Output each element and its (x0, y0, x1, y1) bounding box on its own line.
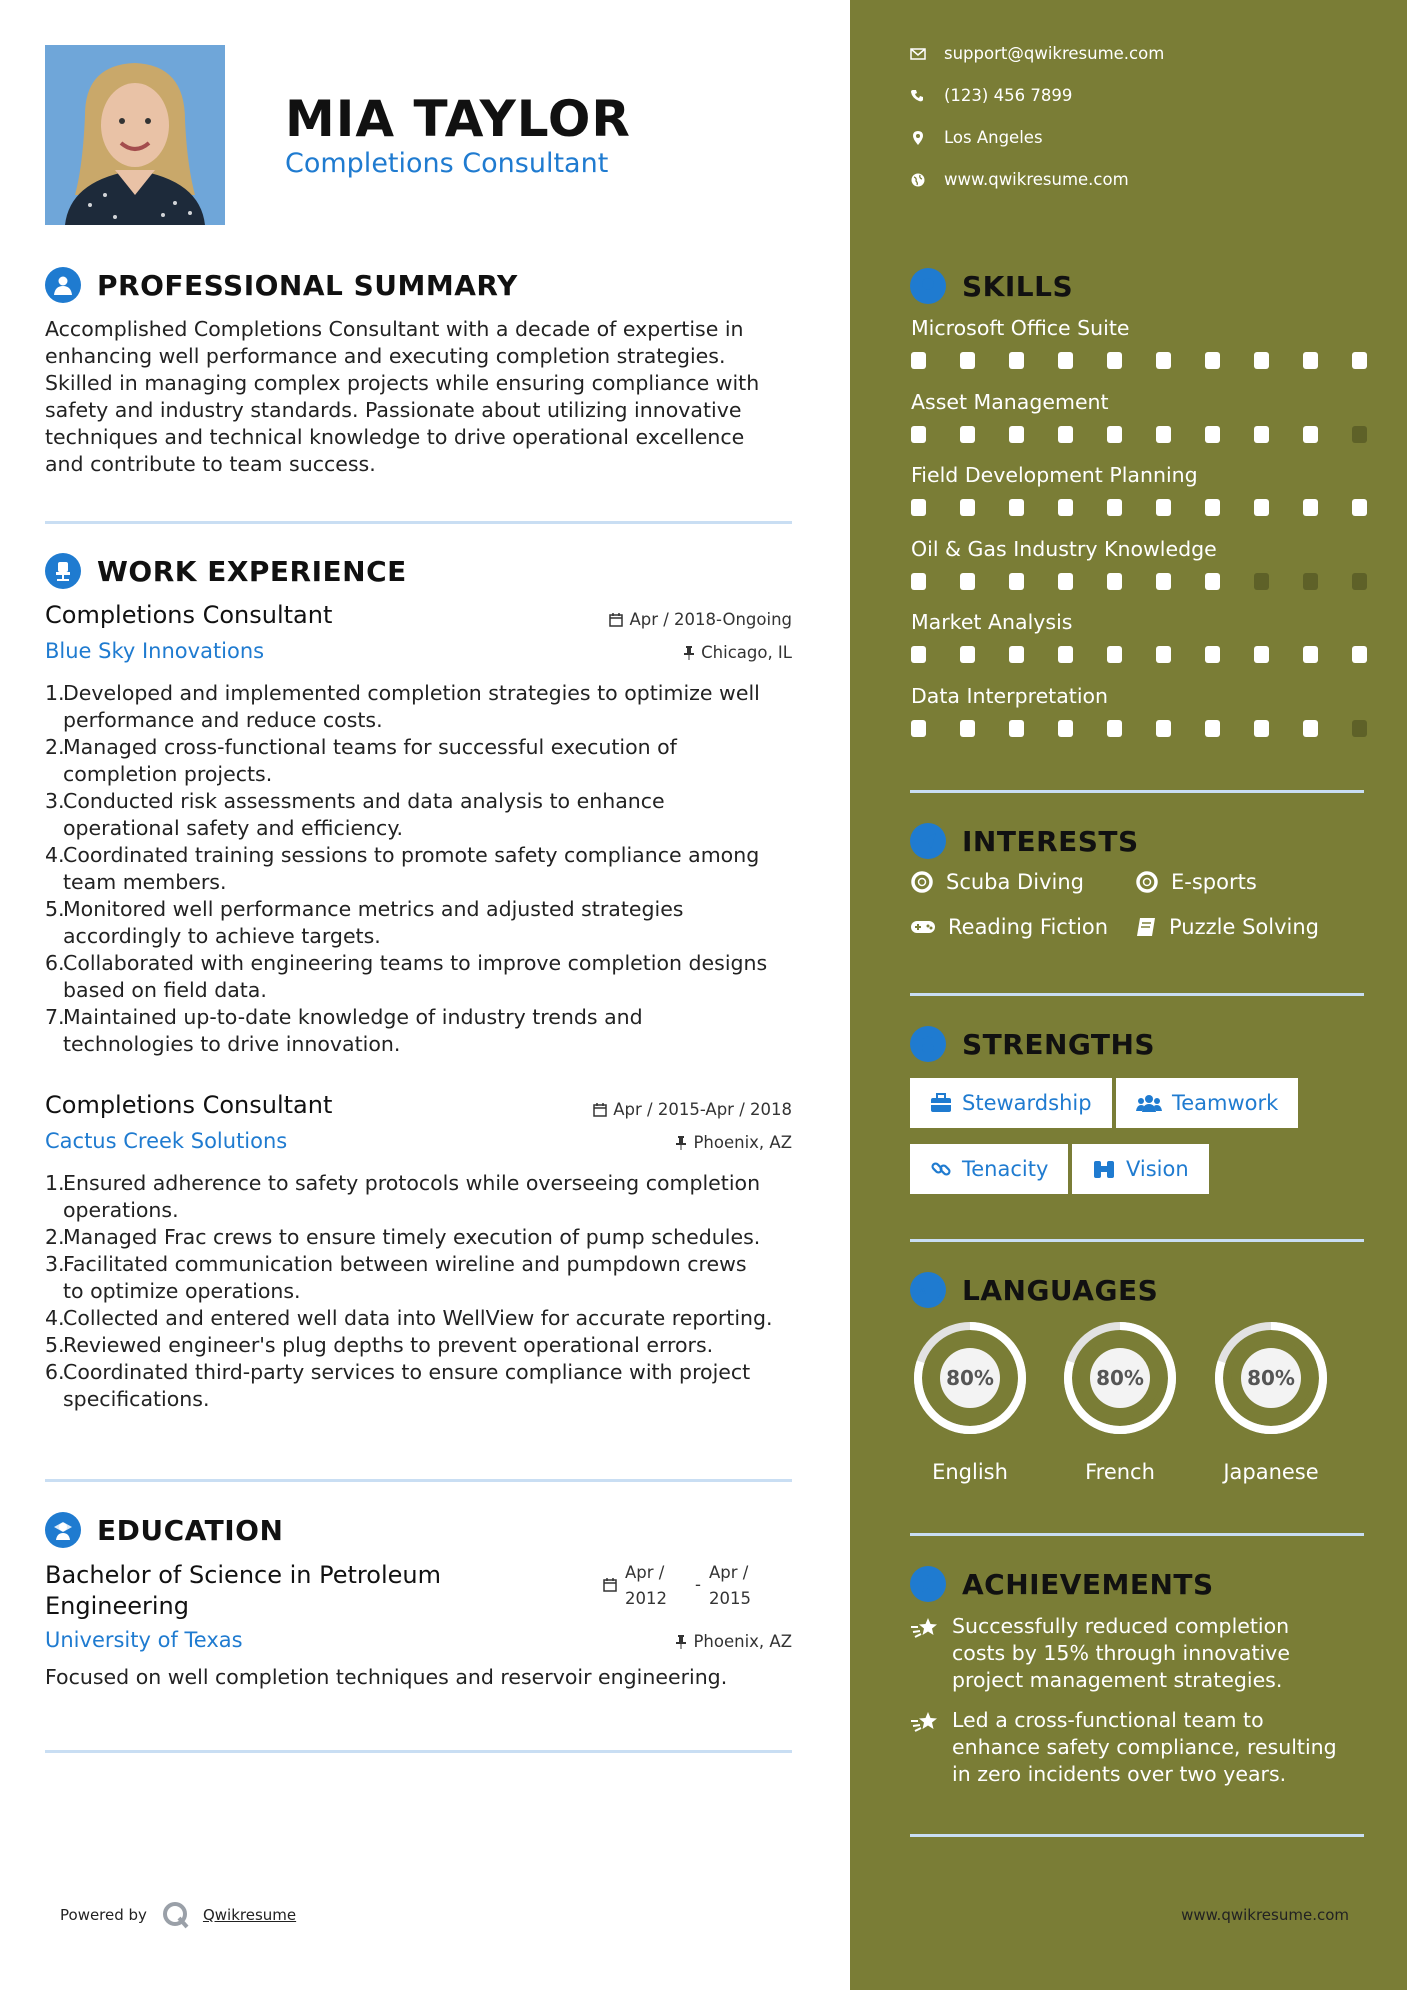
contact-website-text: www.qwikresume.com (944, 170, 1129, 189)
skill-dot (1352, 426, 1367, 443)
contact-email[interactable] (910, 44, 1164, 63)
pin-icon (675, 1136, 687, 1150)
graduation-cap-icon (45, 1512, 81, 1548)
skill-level-dots (911, 720, 1367, 737)
lifebuoy-icon (910, 870, 934, 894)
job-location-text: Phoenix, AZ (693, 1133, 792, 1152)
edu-date-dash: - (695, 1575, 701, 1594)
skill-dot (1205, 499, 1220, 516)
skill-dot (1009, 720, 1024, 737)
skill-dot (1009, 499, 1024, 516)
briefcase-icon (930, 1093, 952, 1113)
skill-dot (911, 426, 926, 443)
edu-end-month: Apr / (709, 1563, 749, 1582)
achievements-heading (910, 1566, 1214, 1602)
shooting-star-icon (910, 1615, 940, 1641)
summary-line: Skilled in managing complex projects while ensuring compliance with (45, 371, 760, 395)
skill-dot (960, 646, 975, 663)
gamepad-icon (910, 918, 936, 936)
lightbulb-icon (910, 268, 946, 304)
skills-heading (910, 268, 1073, 304)
skill-dot (911, 499, 926, 516)
degree-line: Engineering (45, 1592, 189, 1620)
list-item: 2. Managed cross-functional teams for successful execution of completion projects. (45, 735, 677, 786)
skill-dot (1254, 573, 1269, 590)
language-item (1211, 1318, 1331, 1484)
job-location (683, 643, 792, 662)
job-title: Completions Consultant (45, 601, 333, 629)
skill-dot (1205, 426, 1220, 443)
summary-text (45, 316, 805, 478)
skill-dot (960, 352, 975, 369)
skill-dot (1254, 499, 1269, 516)
list-item: 1. Developed and implemented completion strategies to optimize well performance and reduce costs. (45, 681, 760, 732)
list-item: 2. Managed Frac crews to ensure timely execution of pump schedules. (45, 1225, 761, 1249)
interest-label: Reading Fiction (948, 915, 1109, 939)
skill-dot (1254, 426, 1269, 443)
achievement-item (910, 1613, 1290, 1694)
svg-text:A: A (919, 1287, 926, 1296)
language-name: French (1085, 1460, 1155, 1484)
achievement-line: project management strategies. (952, 1668, 1283, 1692)
interest-item (1135, 870, 1257, 894)
skill-dot (1254, 352, 1269, 369)
skill-dot (1107, 720, 1122, 737)
powered-by-label: Powered by (60, 1906, 147, 1924)
summary-line: Accomplished Completions Consultant with a decade of expertise in (45, 317, 744, 341)
summary-line: and contribute to team success. (45, 452, 376, 476)
skill-dot (1352, 499, 1367, 516)
skill-dot (960, 720, 975, 737)
list-item: 7. Maintained up-to-date knowledge of industry trends and technologies to drive innovation. (45, 1005, 643, 1056)
job-dates-text: Apr / 2015-Apr / 2018 (613, 1100, 792, 1119)
skill-dot (1107, 499, 1122, 516)
strength-label: Stewardship (962, 1091, 1092, 1115)
skill-level-dots (911, 499, 1367, 516)
list-item: 5. Reviewed engineer's plug depths to prevent operational errors. (45, 1333, 714, 1357)
skill-dot (1107, 426, 1122, 443)
achievement-item (910, 1707, 1337, 1788)
strength-badge (910, 1078, 1112, 1128)
interest-item (910, 915, 1108, 939)
list-item: 1. Ensured adherence to safety protocols while overseeing completion operations. (45, 1171, 761, 1222)
strength-label: Vision (1126, 1157, 1189, 1181)
education-dates (603, 1560, 751, 1612)
book-icon (1135, 916, 1157, 938)
candidate-name: MIA TAYLOR (285, 90, 631, 148)
list-item: 6. Coordinated third-party services to ensure compliance with project specifications. (45, 1360, 751, 1411)
summary-title: PROFESSIONAL SUMMARY (97, 268, 518, 302)
pin-icon (683, 646, 695, 660)
divider (45, 1479, 792, 1482)
interest-label: Scuba Diving (946, 870, 1084, 894)
skill-dot (911, 720, 926, 737)
interest-item (910, 870, 1084, 894)
footer-site[interactable]: www.qwikresume.com (1181, 1906, 1349, 1924)
skill-level-dots (911, 352, 1367, 369)
skill-dot (1156, 573, 1171, 590)
experience-title: WORK EXPERIENCE (97, 554, 407, 588)
skill-dot (1156, 720, 1171, 737)
skill-name: Field Development Planning (911, 463, 1198, 487)
list-item: 3. Conducted risk assessments and data analysis to enhance operational safety and efficiency. (45, 789, 665, 840)
skill-level-dots (911, 573, 1367, 590)
skill-dot (1303, 426, 1318, 443)
job-bullets (45, 680, 805, 1058)
skill-dot (960, 499, 975, 516)
strengths-heading (910, 1026, 1155, 1062)
list-item: 4. Coordinated training sessions to promote safety compliance among team members. (45, 843, 760, 894)
skill-dot (1009, 573, 1024, 590)
candidate-role: Completions Consultant (285, 148, 609, 179)
contact-location-text: Los Angeles (944, 128, 1043, 147)
skill-name: Asset Management (911, 389, 1109, 414)
divider (910, 1533, 1364, 1536)
skill-dot (1107, 352, 1122, 369)
job-company: Blue Sky Innovations (45, 639, 265, 663)
list-item: 6. Collaborated with engineering teams to improve completion designs based on field data. (45, 951, 768, 1002)
skill-dot (1352, 720, 1367, 737)
languages-heading (910, 1272, 1158, 1308)
skill-dot (1058, 720, 1073, 737)
skill-dot (1205, 352, 1220, 369)
edu-end-year: 2015 (709, 1589, 751, 1608)
user-icon (45, 267, 81, 303)
job-bullets (45, 1170, 815, 1413)
education-description: Focused on well completion techniques and reservoir engineering. (45, 1665, 728, 1689)
contact-website[interactable] (910, 170, 1129, 189)
skill-dot (1352, 573, 1367, 590)
list-item: 4. Collected and entered well data into WellView for accurate reporting. (45, 1306, 773, 1330)
language-percent: 80% (1247, 1366, 1295, 1390)
job-location-text: Chicago, IL (701, 643, 792, 662)
contact-email-text: support@qwikresume.com (944, 44, 1165, 63)
language-percent: 80% (1096, 1366, 1144, 1390)
skill-name: Microsoft Office Suite (911, 316, 1130, 340)
interest-label: Puzzle Solving (1169, 915, 1319, 939)
skill-dot (960, 426, 975, 443)
skill-dot (1156, 426, 1171, 443)
paper-plane-icon (910, 823, 946, 859)
strengths-title: STRENGTHS (962, 1027, 1156, 1061)
skill-dot (1352, 646, 1367, 663)
globe-icon (910, 172, 926, 188)
skill-dot (911, 573, 926, 590)
job-dates (609, 610, 792, 629)
phone-icon (910, 89, 926, 103)
edu-start-month: Apr / (625, 1563, 665, 1582)
skill-dot (911, 646, 926, 663)
skill-dot (1107, 646, 1122, 663)
list-item: 3. Facilitated communication between wireline and pumpdown crews to optimize operations. (45, 1252, 747, 1303)
school-name: University of Texas (45, 1628, 243, 1652)
skill-name: Market Analysis (911, 610, 1073, 634)
skill-dot (1254, 720, 1269, 737)
degree-line: Bachelor of Science in Petroleum (45, 1561, 441, 1589)
binoculars-icon (1092, 1159, 1116, 1179)
chair-icon (45, 553, 81, 589)
divider (45, 521, 792, 524)
skill-dot (1205, 573, 1220, 590)
skill-dot (1303, 573, 1318, 590)
link-icon (930, 1158, 952, 1180)
skill-dot (960, 573, 975, 590)
users-icon (1136, 1093, 1162, 1113)
education-heading (45, 1512, 283, 1548)
calendar-icon (609, 613, 623, 627)
strength-label: Tenacity (962, 1157, 1049, 1181)
skill-dot (1058, 426, 1073, 443)
education-location (675, 1632, 792, 1651)
skill-dot (1303, 352, 1318, 369)
skill-dot (1352, 352, 1367, 369)
contact-phone[interactable] (910, 86, 1072, 105)
divider (910, 1834, 1364, 1837)
summary-line: techniques and technical knowledge to drive operational excellence (45, 425, 745, 449)
achievement-line: in zero incidents over two years. (952, 1762, 1287, 1786)
achievement-line: enhance safety compliance, resulting (952, 1735, 1337, 1759)
job-location (675, 1133, 792, 1152)
language-percent: 80% (946, 1366, 994, 1390)
language-item (1060, 1318, 1180, 1484)
summary-line: safety and industry standards. Passionate about utilizing innovative (45, 398, 742, 422)
skill-dot (1156, 499, 1171, 516)
divider (45, 1750, 792, 1753)
skill-dot (1205, 720, 1220, 737)
calendar-icon (603, 1578, 617, 1592)
qwikresume-link[interactable]: Qwikresume (202, 1906, 297, 1924)
skill-level-dots (911, 426, 1367, 443)
language-name: English (932, 1460, 1008, 1484)
translate-icon (910, 1272, 946, 1308)
achievement-line: Led a cross-functional team to (952, 1708, 1264, 1732)
language-progress-ring (1060, 1318, 1180, 1438)
skill-dot (1058, 573, 1073, 590)
qwikresume-logo-icon (161, 1900, 191, 1930)
strength-badge (910, 1144, 1068, 1194)
achievement-line: Successfully reduced completion (952, 1614, 1290, 1638)
fist-icon (910, 1026, 946, 1062)
divider (910, 790, 1364, 793)
skill-dot (1058, 352, 1073, 369)
skill-dot (1058, 646, 1073, 663)
language-progress-ring (1211, 1318, 1331, 1438)
envelope-icon (910, 48, 926, 60)
skill-dot (1303, 720, 1318, 737)
footer-powered (60, 1900, 296, 1930)
achievements-title: ACHIEVEMENTS (962, 1567, 1214, 1601)
experience-heading (45, 553, 407, 589)
interest-item (1135, 915, 1319, 939)
map-marker-icon (910, 130, 926, 146)
skill-name: Data Interpretation (911, 683, 1109, 708)
edu-start-year: 2012 (625, 1589, 667, 1608)
skill-dot (911, 352, 926, 369)
skill-dot (1107, 573, 1122, 590)
star-badge-icon (910, 1566, 946, 1602)
interest-label: E-sports (1171, 870, 1257, 894)
strength-badge (1072, 1144, 1209, 1194)
skill-dot (1009, 352, 1024, 369)
education-location-text: Phoenix, AZ (693, 1632, 792, 1651)
strength-badge (1116, 1078, 1298, 1128)
skill-dot (1009, 426, 1024, 443)
calendar-icon (593, 1103, 607, 1117)
language-progress-ring (910, 1318, 1030, 1438)
skill-dot (1254, 646, 1269, 663)
contact-phone-text: (123) 456 7899 (944, 86, 1073, 105)
achievement-line: costs by 15% through innovative (952, 1641, 1290, 1665)
divider (910, 993, 1364, 996)
languages-title: LANGUAGES (962, 1273, 1159, 1307)
skill-level-dots (911, 646, 1367, 663)
shooting-star-icon (910, 1709, 940, 1735)
job-dates-text: Apr / 2018-Ongoing (629, 610, 792, 629)
interests-heading (910, 823, 1139, 859)
skill-dot (1205, 646, 1220, 663)
skill-dot (1156, 646, 1171, 663)
job-company: Cactus Creek Solutions (45, 1129, 288, 1153)
interests-title: INTERESTS (962, 824, 1139, 858)
skills-title: SKILLS (962, 269, 1074, 303)
skill-dot (1058, 499, 1073, 516)
contact-location (910, 128, 1043, 147)
summary-line: enhancing well performance and executing completion strategies. (45, 344, 726, 368)
skill-dot (1303, 499, 1318, 516)
degree-title (45, 1560, 441, 1622)
profile-photo (45, 45, 225, 225)
summary-heading (45, 267, 518, 303)
lifebuoy-icon (1135, 870, 1159, 894)
education-title: EDUCATION (97, 1513, 284, 1547)
job-title: Completions Consultant (45, 1091, 333, 1119)
skill-dot (1156, 352, 1171, 369)
language-name: Japanese (1223, 1460, 1319, 1484)
skill-name: Oil & Gas Industry Knowledge (911, 536, 1217, 561)
job-dates (593, 1100, 792, 1119)
pin-icon (675, 1635, 687, 1649)
divider (910, 1239, 1364, 1242)
list-item: 5. Monitored well performance metrics and adjusted strategies accordingly to achieve targets. (45, 897, 684, 948)
language-item (910, 1318, 1030, 1484)
skill-dot (1303, 646, 1318, 663)
skill-dot (1009, 646, 1024, 663)
strength-label: Teamwork (1172, 1091, 1279, 1115)
